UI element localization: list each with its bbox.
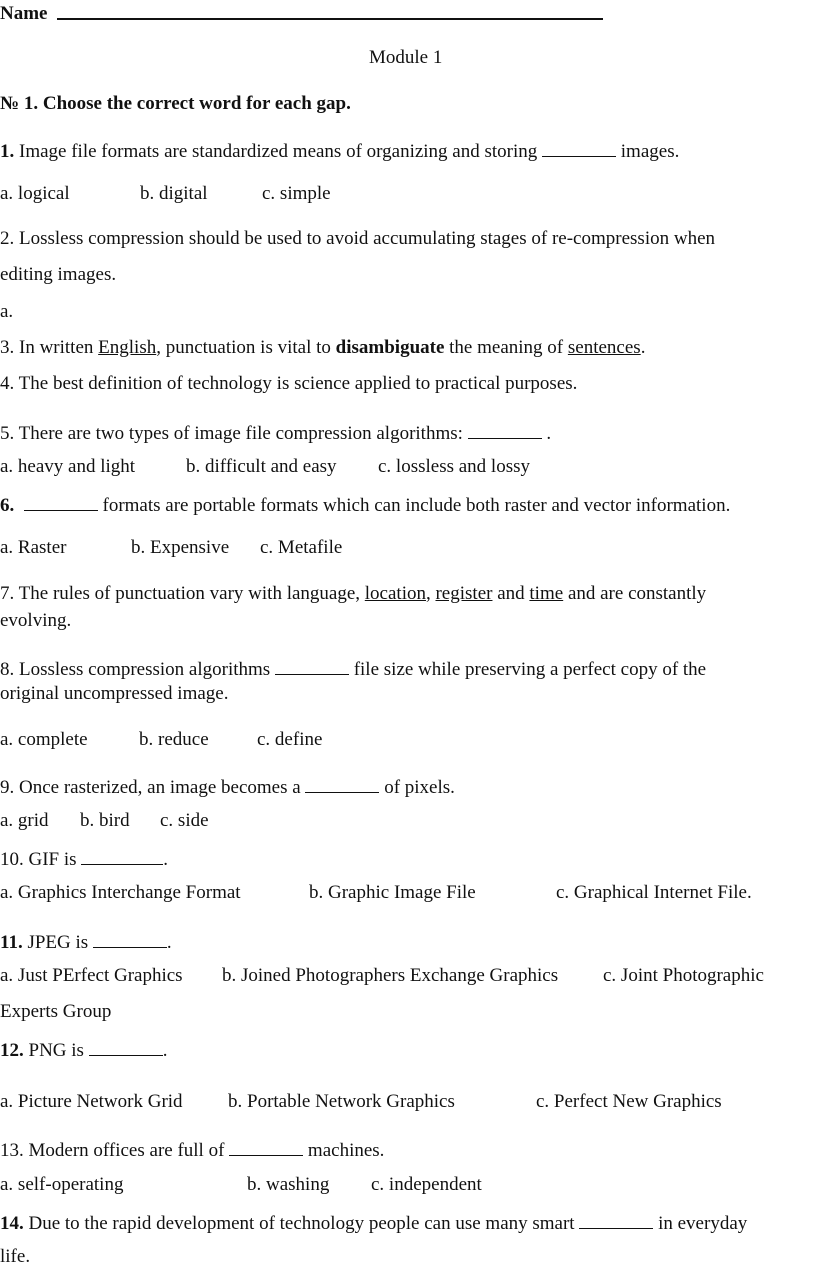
q9-option-b[interactable]: b. bird: [80, 810, 130, 831]
question-11: [0, 930, 172, 952]
q8-option-b[interactable]: b. reduce: [139, 729, 209, 750]
q12-gap[interactable]: [89, 1038, 163, 1056]
q11-option-a[interactable]: a. Just PErfect Graphics: [0, 965, 183, 986]
question-3: [0, 338, 645, 357]
question-10: [0, 847, 168, 869]
q2-option-a[interactable]: a.: [0, 301, 14, 322]
q3-text-3: the meaning of: [444, 337, 568, 358]
q9-gap[interactable]: [305, 775, 379, 793]
q5-option-a[interactable]: a. heavy and light: [0, 456, 136, 477]
q6-number: 6.: [0, 495, 15, 517]
q3-text-1: 3. In written: [0, 337, 99, 358]
q3-text-2: , punctuation is vital to: [156, 337, 336, 358]
question-13: [0, 1138, 384, 1160]
name-label: Name: [0, 3, 48, 24]
q9-option-a[interactable]: a. grid: [0, 810, 49, 831]
question-7: [0, 584, 706, 603]
q7-text-1: 7. The rules of punctuation vary with language,: [0, 583, 365, 604]
q5-gap[interactable]: [468, 421, 542, 439]
q12-option-b[interactable]: b. Portable Network Graphics: [228, 1091, 455, 1112]
q14-line-2: life.: [0, 1246, 31, 1267]
q5-text: 5. There are two types of image file compression algorithms:: [0, 423, 468, 445]
question-5: [0, 421, 551, 443]
q14-text-1: Due to the rapid development of technology people can use many smart: [23, 1213, 580, 1235]
q10-option-b[interactable]: b. Graphic Image File: [309, 882, 476, 903]
q11-option-c-cont: Experts Group: [0, 1001, 112, 1022]
q7-line-2: evolving.: [0, 610, 72, 631]
question-8: [0, 657, 706, 679]
q11-gap[interactable]: [93, 930, 167, 948]
q3-underlined-english: English: [98, 337, 157, 358]
q14-number: 14.: [0, 1213, 24, 1235]
q9-option-c[interactable]: c. side: [160, 810, 209, 831]
q14-gap[interactable]: [579, 1211, 653, 1229]
question-12: [0, 1038, 167, 1060]
q5-option-b[interactable]: b. difficult and easy: [186, 456, 337, 477]
q13-option-a[interactable]: a. self-operating: [0, 1174, 124, 1195]
q12-option-c[interactable]: c. Perfect New Graphics: [536, 1091, 722, 1112]
q11-option-c[interactable]: c. Joint Photographic: [603, 965, 764, 986]
q9-text-2: of pixels.: [379, 777, 455, 799]
q9-text-1: 9. Once rasterized, an image becomes a: [0, 777, 306, 799]
q1-number: 1.: [0, 141, 15, 163]
q3-underlined-sentences: sentences: [567, 337, 641, 358]
q13-text-1: 13. Modern offices are full of: [0, 1140, 230, 1162]
q1-option-c[interactable]: c. simple: [262, 183, 331, 204]
q6-option-b[interactable]: b. Expensive: [131, 537, 230, 558]
q6-option-a[interactable]: a. Raster: [0, 537, 67, 558]
q14-text-2: in everyday: [653, 1213, 748, 1235]
q5-end: .: [541, 423, 552, 445]
q11-text-1: JPEG is: [22, 932, 93, 954]
q1-text-after: images.: [616, 141, 680, 163]
q7-underlined-location: location: [364, 583, 426, 604]
q10-text-1: 10. GIF is: [0, 849, 82, 871]
q11-option-b[interactable]: b. Joined Photographers Exchange Graphics: [222, 965, 559, 986]
question-6: [0, 493, 730, 515]
q1-option-a[interactable]: a. logical: [0, 183, 70, 204]
q6-gap[interactable]: [24, 493, 98, 511]
q1-option-b[interactable]: b. digital: [140, 183, 208, 204]
q2-line-1: 2. Lossless compression should be used to avoid accumulating stages of re-compression when: [0, 228, 715, 249]
q3-bold-word: disambiguate: [335, 337, 445, 358]
q5-option-c[interactable]: c. lossless and lossy: [378, 456, 530, 477]
q8-option-c[interactable]: c. define: [257, 729, 323, 750]
q12-text-2: .: [162, 1040, 168, 1062]
question-1: [0, 139, 679, 161]
question-14: [0, 1211, 747, 1233]
q8-text-2: file size while preserving a perfect copy of the: [348, 659, 707, 681]
q10-gap[interactable]: [81, 847, 163, 865]
q8-text-1: 8. Lossless compression algorithms: [0, 659, 275, 681]
q11-text-2: .: [166, 932, 172, 954]
q10-text-2: .: [163, 849, 169, 871]
q8-option-a[interactable]: a. complete: [0, 729, 88, 750]
q13-option-b[interactable]: b. washing: [247, 1174, 330, 1195]
q1-text-before: Image file formats are standardized means of organizing and storing: [14, 141, 543, 163]
q3-text-4: .: [640, 337, 646, 358]
question-9: [0, 775, 455, 797]
name-blank-line[interactable]: [57, 18, 603, 20]
q12-option-a[interactable]: a. Picture Network Grid: [0, 1091, 183, 1112]
q13-option-c[interactable]: c. independent: [371, 1174, 482, 1195]
q7-underlined-register: register: [435, 583, 493, 604]
q13-text-2: machines.: [303, 1140, 385, 1162]
q8-gap[interactable]: [275, 657, 349, 675]
q10-option-c[interactable]: c. Graphical Internet File.: [556, 882, 752, 903]
q6-option-c[interactable]: c. Metafile: [260, 537, 343, 558]
q12-number: 12.: [0, 1040, 24, 1062]
q11-number: 11.: [0, 932, 23, 954]
q1-gap[interactable]: [542, 139, 616, 157]
module-title: Module 1: [369, 47, 443, 68]
q13-gap[interactable]: [229, 1138, 303, 1156]
q12-text-1: PNG is: [23, 1040, 89, 1062]
q8-line-2: original uncompressed image.: [0, 683, 229, 704]
q10-option-a[interactable]: a. Graphics Interchange Format: [0, 882, 241, 903]
task-title: № 1. Choose the correct word for each gap.: [0, 93, 351, 114]
q2-line-2: editing images.: [0, 264, 117, 285]
q7-text-2: and are constantly: [563, 583, 707, 604]
q7-sep-2: and: [492, 583, 530, 604]
q7-underlined-time: time: [529, 583, 564, 604]
q7-sep-1: ,: [425, 583, 436, 604]
q6-text: formats are portable formats which can include both raster and vector information.: [97, 495, 731, 517]
question-4: 4. The best definition of technology is science applied to practical purposes.: [0, 373, 578, 394]
